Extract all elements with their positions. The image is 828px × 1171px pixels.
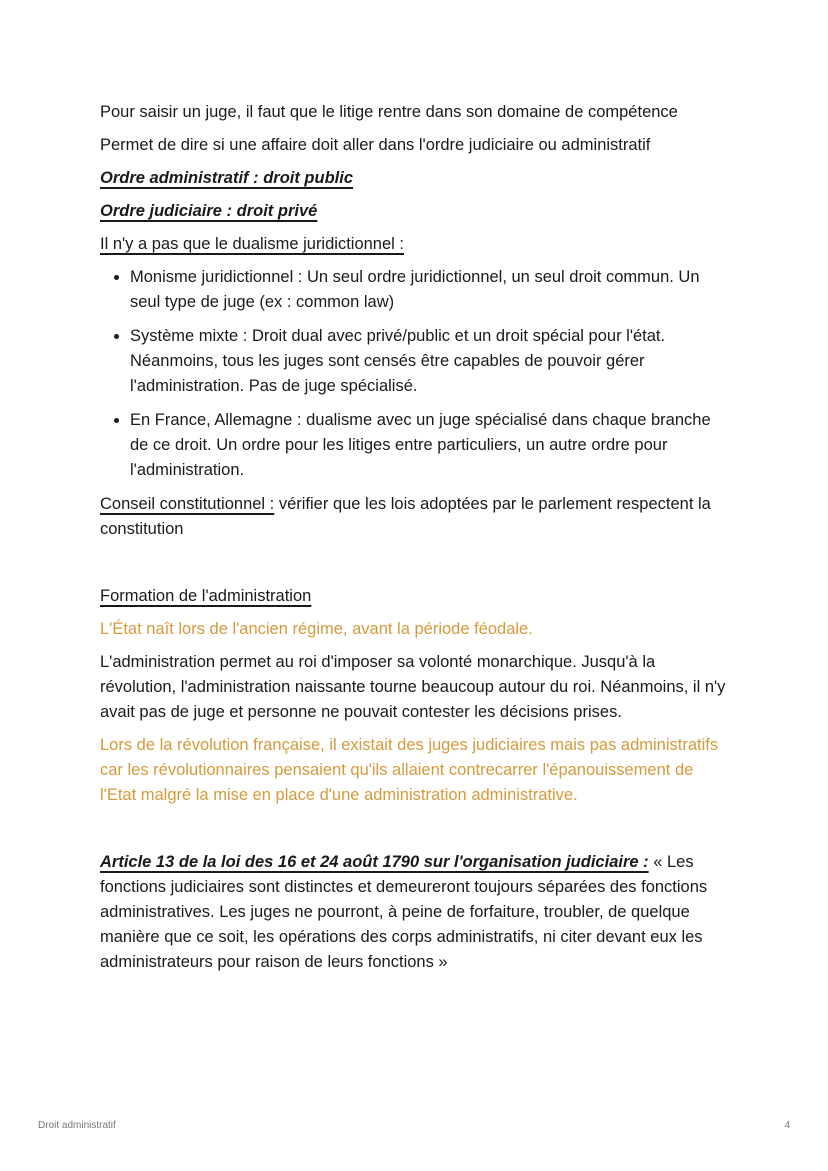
conseil-label: Conseil constitutionnel : [100, 495, 275, 513]
page-number: 4 [784, 1120, 790, 1131]
highlight-paragraph: Lors de la révolution française, il existait des juges judiciaires mais pas administratifs car les révolutionnaires pensaient qu'ils allaient contrecarrer l'épanouissement de l'Etat malgré la mise en place d'une administration administrative. [100, 736, 719, 804]
document-body [100, 100, 732, 983]
list-item [130, 324, 732, 399]
bullet-label: Monisme juridictionnel : [130, 268, 303, 286]
paragraph: Pour saisir un juge, il faut que le litige rentre dans son domaine de compétence [100, 103, 678, 121]
bullet-text: Un seul ordre juridictionnel, un seul droit commun. Un seul type de juge (ex : common law) [130, 268, 700, 311]
bullet-text: dualisme avec un juge spécialisé dans chaque branche de ce droit. Un ordre pour les litiges entre particuliers, un autre ordre pour l'administration. [130, 411, 711, 479]
bullet-list [100, 265, 732, 483]
paragraph-article [100, 850, 732, 975]
heading-dualisme: Il n'y a pas que le dualisme juridictionnel : [100, 235, 404, 253]
paragraph-conseil [100, 492, 732, 542]
list-item [130, 265, 732, 315]
heading-ordre-administratif: Ordre administratif : droit public [100, 169, 354, 187]
footer-title: Droit administratif [38, 1120, 116, 1131]
highlight-paragraph: L'État naît lors de l'ancien régime, avant la période féodale. [100, 620, 533, 638]
article-text: « Les fonctions judiciaires sont distinctes et demeureront toujours séparées des fonctions administratives. Les juges ne pourront, à peine de forfaiture, troubler, de quelque manière que ce soit, les opérations des corps administratifs, ni citer devant eux les administrateurs pour raison de leurs fonctions » [100, 853, 708, 971]
paragraph: L'administration permet au roi d'imposer sa volonté monarchique. Jusqu'à la révolution, l'administration naissante tourne beaucoup autour du roi. Néanmoins, il n'y avait pas de juge et personne ne pouvait contester les décisions prises. [100, 653, 726, 721]
heading-ordre-judiciaire: Ordre judiciaire : droit privé [100, 202, 318, 220]
list-item [130, 408, 732, 483]
article-label: Article 13 de la loi des 16 et 24 août 1790 sur l'organisation judiciaire : [100, 853, 649, 871]
conseil-text: vérifier que les lois adoptées par le parlement respectent la constitution [100, 495, 711, 538]
bullet-text: Droit dual avec privé/public et un droit spécial pour l'état. Néanmoins, tous les juges sont censés être capables de pouvoir gérer l'administration. Pas de juge spécialisé. [130, 327, 666, 395]
bullet-label: En France, Allemagne : [130, 411, 302, 429]
paragraph: Permet de dire si une affaire doit aller dans l'ordre judiciaire ou administratif [100, 136, 651, 154]
heading-formation: Formation de l'administration [100, 587, 312, 605]
bullet-label: Système mixte : [130, 327, 248, 345]
